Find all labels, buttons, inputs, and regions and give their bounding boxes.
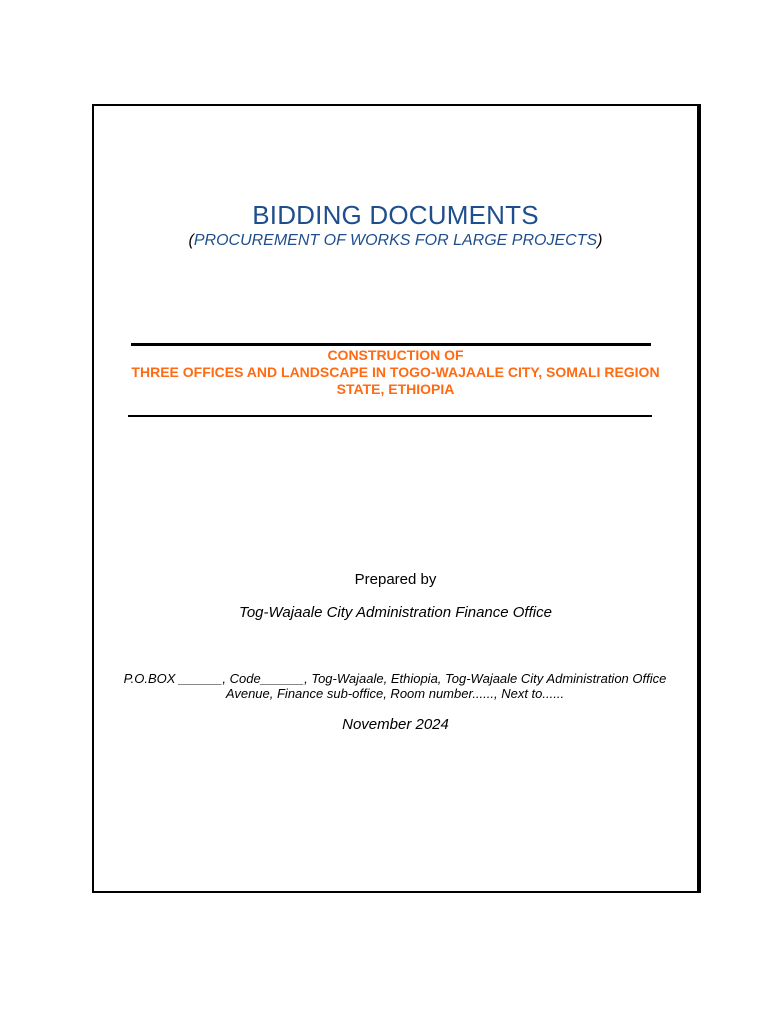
address-line-1: P.O.BOX ______, Code______, Tog-Wajaale, Ethiopia, Tog-Wajaale City Administration Office — [123, 671, 667, 686]
top-divider — [131, 343, 651, 346]
prepared-by-label: Prepared by — [354, 571, 437, 588]
project-title-line-2: THREE OFFICES AND LANDSCAPE IN TOGO-WAJAALE CITY, SOMALI REGION — [131, 364, 660, 380]
subtitle-close-paren: ) — [597, 232, 603, 249]
document-subtitle — [92, 231, 699, 251]
project-title-line-3: STATE, ETHIOPIA — [336, 381, 455, 397]
project-title — [92, 347, 699, 398]
subtitle-text: PROCUREMENT OF WORKS FOR LARGE PROJECTS — [193, 232, 598, 249]
document-date: November 2024 — [342, 716, 449, 733]
bottom-divider — [128, 415, 652, 417]
subtitle-open-paren: ( — [188, 232, 194, 249]
project-title-line-1: CONSTRUCTION OF — [327, 347, 464, 363]
address-block — [100, 671, 690, 701]
address-line-2: Avenue, Finance sub-office, Room number......, Next to...... — [225, 686, 565, 701]
document-title: BIDDING DOCUMENTS — [252, 200, 539, 230]
prepared-by-office: Tog-Wajaale City Administration Finance Office — [239, 604, 552, 621]
